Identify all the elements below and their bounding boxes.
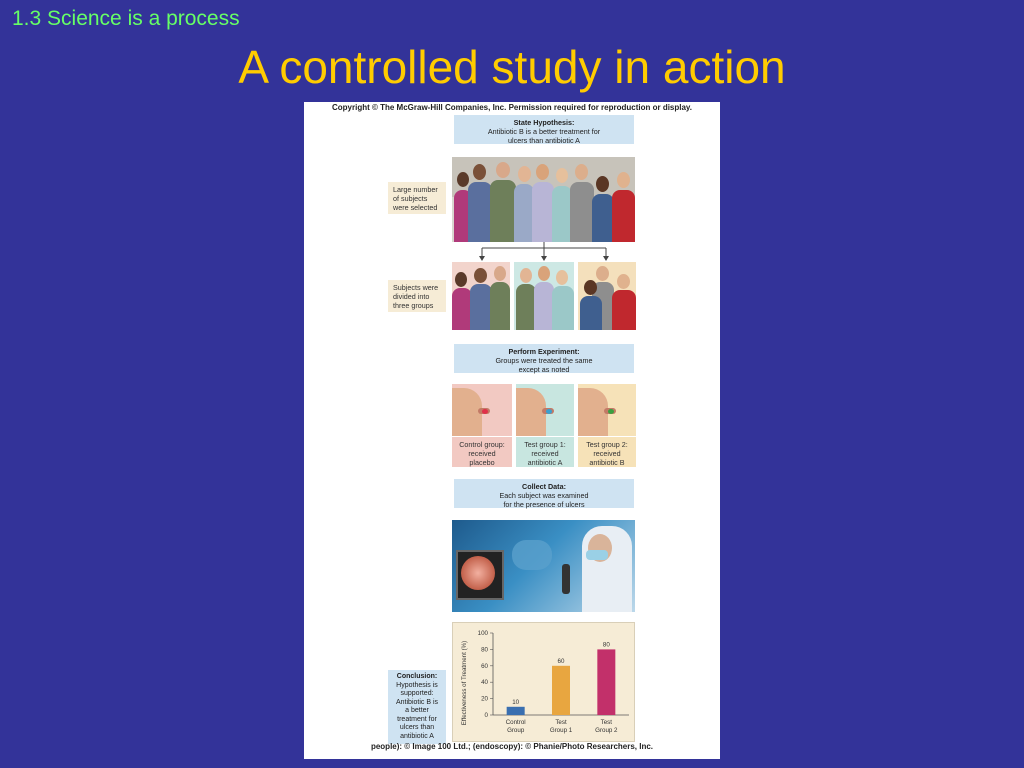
chart-bar (507, 707, 525, 715)
test1-line3: antibiotic A (527, 458, 563, 467)
group2-photo (514, 262, 574, 330)
endoscopy-photo (452, 520, 635, 612)
photo-credits: people): © Image 100 Ltd.; (endoscopy): © Phanie/Photo Researchers, Inc. (370, 742, 654, 751)
divided-line2: divided into (393, 292, 430, 301)
divided-line3: three groups (393, 301, 434, 310)
test2-line2: received (593, 449, 621, 458)
control-group-label (452, 437, 512, 467)
chart-y-tick-label: 40 (481, 679, 488, 687)
chart-y-tick-label: 60 (481, 662, 488, 670)
experiment-figure (304, 102, 720, 759)
slide-title: A controlled study in action (238, 41, 786, 93)
chart-category-label: Group 2 (595, 727, 618, 734)
experiment-box (454, 344, 634, 373)
placebo-treatment-photo (452, 384, 512, 436)
chart-y-axis-label: Effectiveness of Treatment (%) (461, 640, 468, 726)
chart-value-label: 80 (602, 641, 610, 649)
copyright-notice: Copyright © The McGraw-Hill Companies, Inc. Permission required for reproduction or display. (331, 103, 693, 112)
conclusion-line5: treatment for (397, 715, 437, 723)
experiment-line1: Groups were treated the same (495, 356, 593, 365)
subjects-divided-label (388, 280, 446, 312)
test1-line2: received (531, 449, 559, 458)
chart-category-label: Group 1 (549, 727, 573, 734)
collect-line1: Each subject was examined (499, 491, 589, 500)
divided-line1: Subjects were (393, 283, 439, 292)
conclusion-line1: Hypothesis is (396, 681, 438, 689)
chart-y-tick-label: 100 (477, 630, 488, 637)
collect-line2: for the presence of ulcers (503, 500, 585, 509)
collect-heading: Collect Data: (522, 482, 566, 491)
hypothesis-box (454, 115, 634, 144)
chart-category-label: Test (600, 719, 613, 726)
selected-line3: were selected (393, 203, 438, 212)
group3-photo (578, 262, 636, 330)
chart-y-tick-label: 20 (481, 695, 488, 703)
test-group-1-label (516, 437, 574, 467)
conclusion-line2: supported: (400, 690, 434, 697)
test-group-2-label (578, 437, 636, 467)
section-label: 1.3 Science is a process (12, 7, 240, 30)
conclusion-line4: a better (405, 707, 429, 714)
control-line3: placebo (469, 458, 495, 467)
conclusion-line6: ulcers than (399, 724, 435, 731)
conclusion-line7: antibiotic A (400, 732, 434, 740)
selected-line2: of subjects (393, 194, 428, 203)
antibiotic-b-treatment-photo (578, 384, 636, 436)
selected-line1: Large number (393, 185, 438, 194)
subjects-group-photo (452, 157, 635, 242)
group1-photo (452, 262, 510, 330)
collect-data-box (454, 479, 634, 508)
control-line2: received (468, 449, 496, 458)
chart-category-label: Control (505, 719, 526, 726)
antibiotic-a-treatment-photo (516, 384, 574, 436)
control-line1: Control group: (459, 440, 505, 449)
hypothesis-heading: State Hypothesis: (513, 118, 575, 127)
test1-line1: Test group 1: (524, 440, 566, 449)
conclusion-heading: Conclusion: (396, 673, 438, 680)
division-arrows (454, 242, 634, 262)
test2-line1: Test group 2: (586, 440, 628, 449)
chart-y-tick-label: 80 (481, 646, 488, 654)
hypothesis-line2: ulcers than antibiotic A (508, 136, 580, 145)
chart-value-label: 60 (557, 657, 565, 665)
chart-category-label: Group (507, 727, 525, 734)
experiment-heading: Perform Experiment: (508, 347, 580, 356)
chart-bar (552, 666, 570, 715)
hypothesis-line1: Antibiotic B is a better treatment for (487, 127, 601, 136)
chart-y-tick-label: 0 (484, 712, 488, 719)
conclusion-box (388, 670, 446, 744)
chart-bar (597, 649, 615, 715)
chart-category-label: Test (555, 719, 567, 726)
results-bar-chart (453, 623, 634, 741)
results-chart-panel (452, 622, 635, 742)
conclusion-line3: Antibiotic B is (395, 698, 439, 706)
experiment-line2: except as noted (518, 365, 570, 374)
subjects-selected-label (388, 182, 446, 214)
test2-line3: antibiotic B (589, 458, 625, 467)
chart-value-label: 10 (512, 698, 520, 706)
